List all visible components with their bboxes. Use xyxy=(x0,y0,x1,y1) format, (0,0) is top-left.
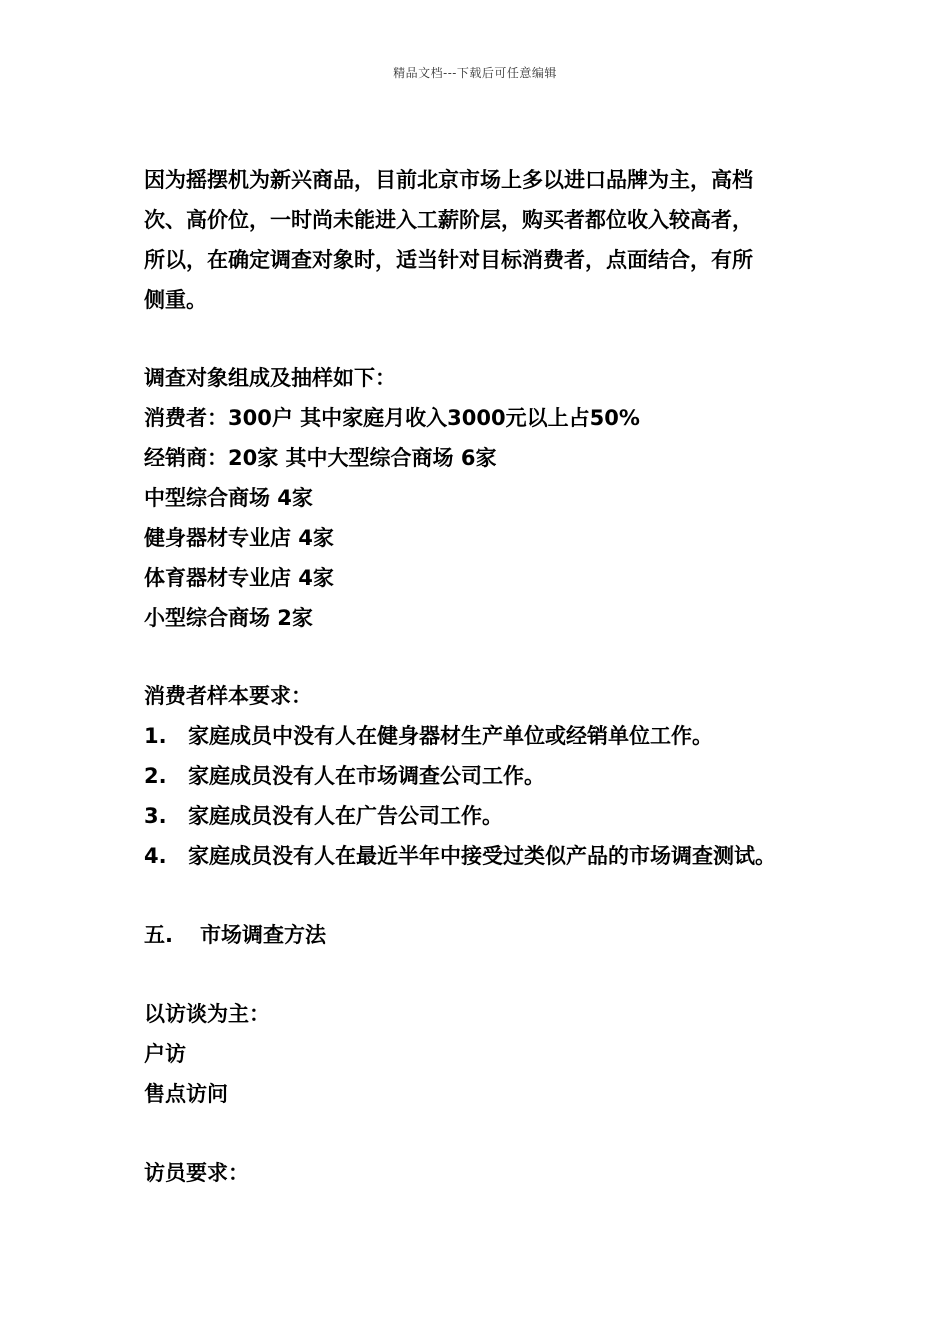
sample-section xyxy=(144,358,824,638)
requirement-text: 家庭成员没有人在最近半年中接受过类似产品的市场调查测试。 xyxy=(188,844,776,868)
sample-line: 中型综合商场 4家 xyxy=(144,486,313,510)
requirement-number: 3. xyxy=(144,804,167,828)
requirement-text: 家庭成员没有人在市场调查公司工作。 xyxy=(188,764,545,788)
intro-line: 次、高价位，一时尚未能进入工薪阶层，购买者都位收入较高者， xyxy=(144,208,753,232)
method-line: 售点访问 xyxy=(144,1082,228,1106)
document-body xyxy=(144,160,824,1193)
requirements-section xyxy=(144,676,824,876)
method-line: 户访 xyxy=(144,1042,186,1066)
intro-line: 因为摇摆机为新兴商品，目前北京市场上多以进口品牌为主，高档 xyxy=(144,168,753,192)
sample-line: 健身器材专业店 4家 xyxy=(144,526,334,550)
blank-line xyxy=(144,638,824,676)
requirement-item xyxy=(144,796,824,836)
blank-line xyxy=(144,320,824,358)
section-five xyxy=(144,915,824,955)
requirement-text: 家庭成员中没有人在健身器材生产单位或经销单位工作。 xyxy=(188,724,713,748)
requirements-heading: 消费者样本要求： xyxy=(144,684,312,708)
requirement-number: 4. xyxy=(144,844,167,868)
sample-line: 经销商：20家 其中大型综合商场 6家 xyxy=(144,446,497,470)
requirement-item xyxy=(144,836,824,876)
requirement-item xyxy=(144,756,824,796)
sample-line: 小型综合商场 2家 xyxy=(144,606,313,630)
section-heading xyxy=(144,915,824,955)
sample-heading: 调查对象组成及抽样如下： xyxy=(144,366,396,390)
blank-line xyxy=(144,955,824,994)
sample-line: 消费者：300户 其中家庭月收入3000元以上占50% xyxy=(144,406,640,430)
intro-line: 所以，在确定调查对象时，适当针对目标消费者，点面结合，有所 xyxy=(144,248,753,272)
blank-line xyxy=(144,1114,824,1153)
requirement-number: 1. xyxy=(144,724,167,748)
page-header: 精品文档---下载后可任意编辑 xyxy=(393,66,557,80)
requirement-item xyxy=(144,716,824,756)
requirement-number: 2. xyxy=(144,764,167,788)
requirement-text: 家庭成员没有人在广告公司工作。 xyxy=(188,804,503,828)
methods-heading: 以访谈为主： xyxy=(144,1002,270,1026)
interviewer-heading: 访员要求： xyxy=(144,1161,249,1185)
section-title: 市场调查方法 xyxy=(200,923,326,947)
section-number: 五. xyxy=(144,923,173,947)
interviewer-section xyxy=(144,1153,824,1193)
intro-line: 侧重。 xyxy=(144,288,207,312)
sample-line: 体育器材专业店 4家 xyxy=(144,566,334,590)
intro-paragraph xyxy=(144,160,824,320)
methods-section xyxy=(144,994,824,1114)
blank-line xyxy=(144,876,824,915)
